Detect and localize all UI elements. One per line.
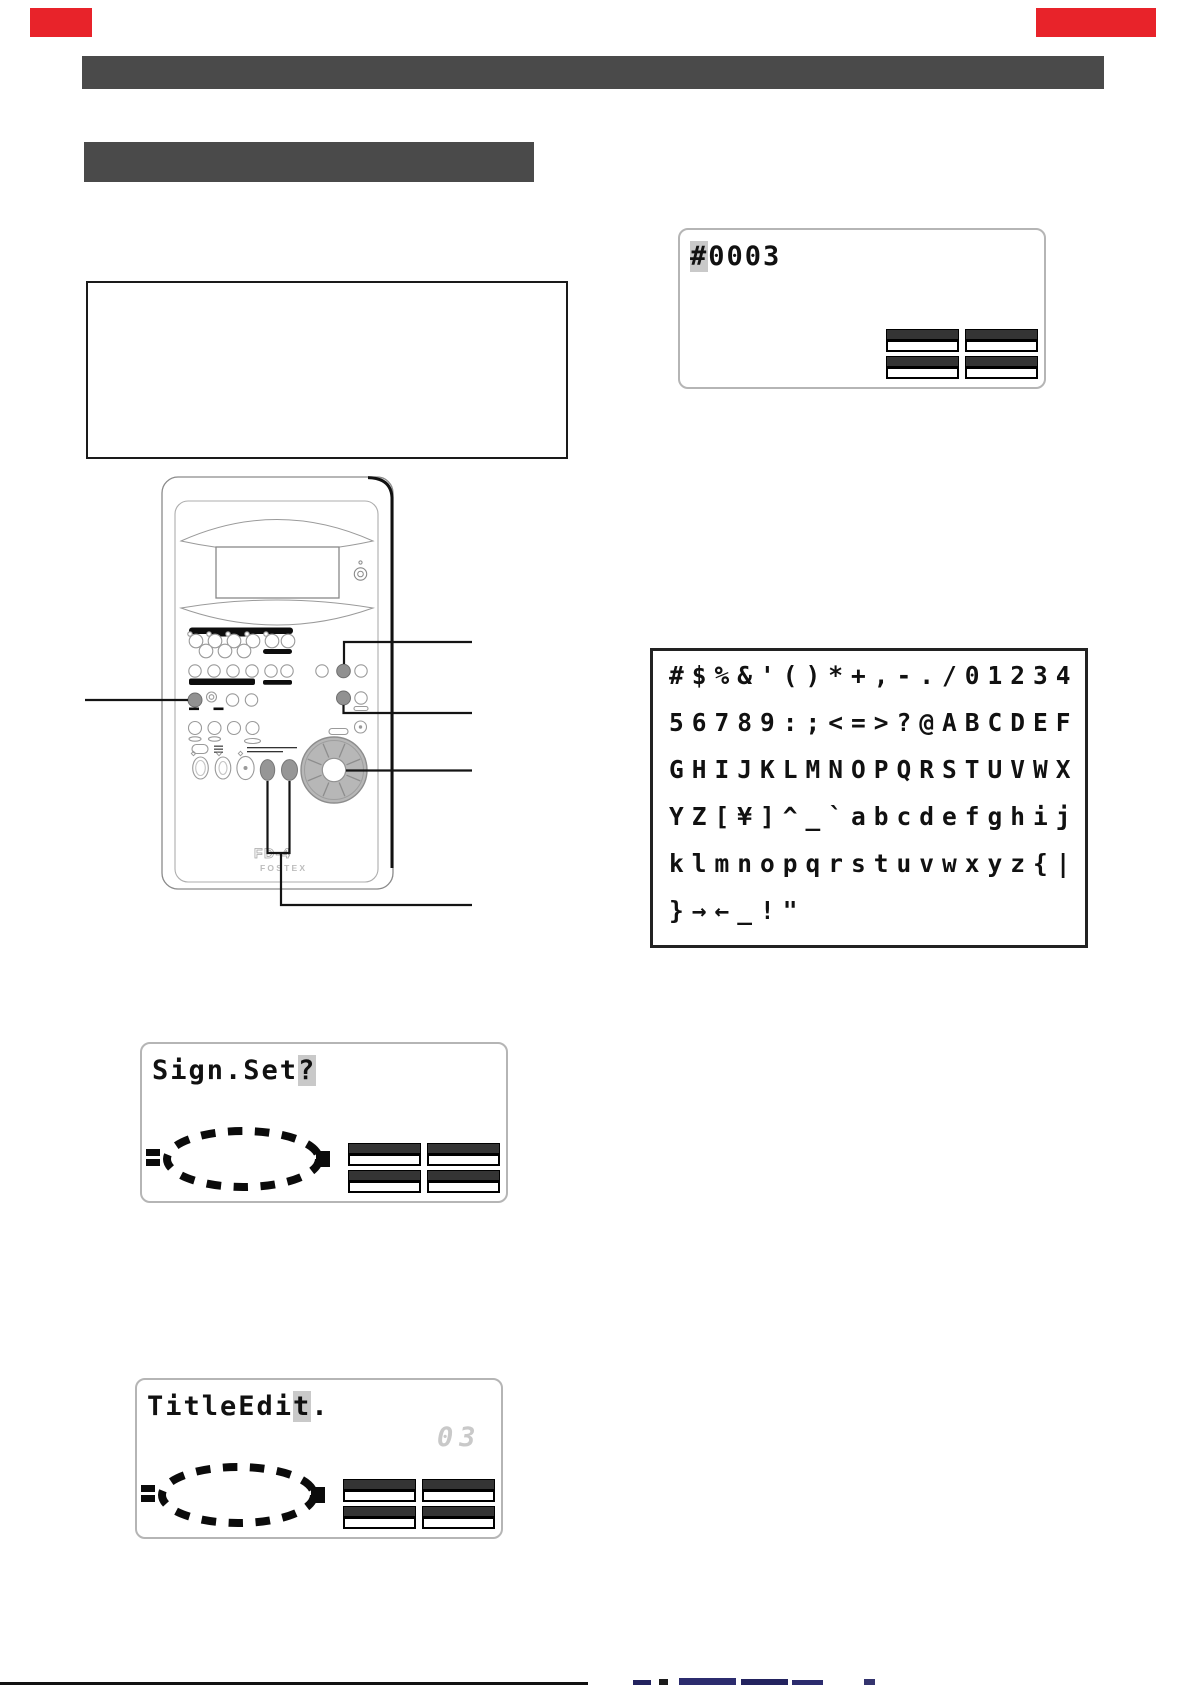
lcd-title-edit-text <box>147 1390 330 1424</box>
meter-column-right <box>422 1479 495 1533</box>
lcd-track-number-dim: 03 <box>437 1422 482 1453</box>
page-edge-print-fragment <box>864 1679 875 1685</box>
fwd-button-highlighted <box>282 760 298 781</box>
charset-row: }→←_!" <box>669 896 806 925</box>
page-edge-print-fragment <box>659 1679 668 1685</box>
rotary-diamond-icon <box>139 1456 349 1536</box>
lcd-screen-track-number <box>678 228 1046 389</box>
meter-bar-filled <box>343 1479 416 1490</box>
meter-bar-filled <box>965 356 1038 367</box>
meter-column-right <box>427 1143 500 1197</box>
meter-bar-outline <box>965 367 1038 379</box>
page-edge-print-fragment <box>679 1678 736 1685</box>
meter-bar-filled <box>348 1170 421 1181</box>
rew-button-highlighted <box>260 760 274 781</box>
meter-column-right <box>965 329 1038 383</box>
meter-bar-outline <box>886 340 959 352</box>
function-bar <box>263 649 292 654</box>
page-edge-print-fragment <box>741 1679 788 1685</box>
charset-row: GHIJKLMNOPQRSTUVWX <box>669 755 1079 784</box>
level-meter-block <box>343 1479 495 1533</box>
device-model-logo: FD-4 <box>254 845 292 861</box>
device-brand-logo: FOSTEX <box>260 863 308 873</box>
page-edge-print-fragment <box>792 1680 823 1685</box>
meter-bar-outline <box>427 1181 500 1193</box>
lcd-screen-sign-set <box>140 1042 508 1203</box>
meter-bar-filled <box>343 1506 416 1517</box>
function-bar <box>263 680 292 685</box>
meter-bar-outline <box>343 1517 416 1529</box>
red-index-tab-right <box>1036 8 1156 37</box>
meter-column-left <box>343 1479 416 1533</box>
note-box <box>86 281 568 459</box>
page-edge-print-fragment <box>633 1680 651 1685</box>
charset-row: YZ[¥]^_`abcdefghij <box>669 802 1079 831</box>
red-index-tab-left <box>30 8 92 37</box>
meter-bar-filled <box>422 1506 495 1517</box>
lcd-track-value: 0003 <box>708 241 782 272</box>
meter-bar-filled <box>965 329 1038 340</box>
lcd-title-edit-label: TitleEdi <box>147 1391 294 1422</box>
chapter-header-bar <box>82 56 1104 89</box>
lcd-screen-title-edit <box>135 1378 503 1539</box>
meter-bar-filled <box>427 1143 500 1154</box>
lcd-title-edit-suffix: . <box>311 1391 330 1422</box>
meter-bar-filled <box>427 1170 500 1181</box>
level-meter-block <box>348 1143 500 1197</box>
rotary-diamond-icon <box>144 1120 354 1200</box>
meter-bar-filled <box>886 329 959 340</box>
meter-column-left <box>886 329 959 383</box>
meter-bar-outline <box>422 1490 495 1502</box>
character-set-box <box>650 648 1088 948</box>
meter-column-left <box>348 1143 421 1197</box>
lcd-cursor: t <box>293 1391 312 1422</box>
device-front-panel-illustration <box>80 455 580 915</box>
display-window <box>216 547 339 598</box>
charset-row: klmnopqrstuvwxyz{| <box>669 849 1079 878</box>
level-meter-block <box>886 329 1038 383</box>
meter-bar-outline <box>886 367 959 379</box>
meter-bar-outline <box>343 1490 416 1502</box>
section-title-bar <box>84 142 534 182</box>
lcd-sign-set-text <box>152 1054 316 1088</box>
meter-bar-filled <box>422 1479 495 1490</box>
menu-button-highlighted <box>337 664 351 678</box>
meter-bar-outline <box>427 1154 500 1166</box>
jog-dial-center-button <box>322 758 345 781</box>
charset-row: 56789:;<=>?@ABCDEF <box>669 708 1079 737</box>
meter-bar-filled <box>886 356 959 367</box>
meter-bar-filled <box>348 1143 421 1154</box>
exit-button-highlighted <box>337 691 351 705</box>
charset-row: #$%&'()*+,-./01234 <box>669 661 1079 690</box>
lcd-cursor: # <box>690 241 709 272</box>
meter-bar-outline <box>348 1181 421 1193</box>
store-button-highlighted <box>188 693 202 707</box>
lcd-cursor: ? <box>298 1055 317 1086</box>
function-bar <box>189 679 255 686</box>
meter-bar-outline <box>348 1154 421 1166</box>
lcd-sign-set-label: Sign.Set <box>152 1055 299 1086</box>
lcd-track-text <box>690 240 781 274</box>
meter-bar-outline <box>422 1517 495 1529</box>
meter-bar-outline <box>965 340 1038 352</box>
